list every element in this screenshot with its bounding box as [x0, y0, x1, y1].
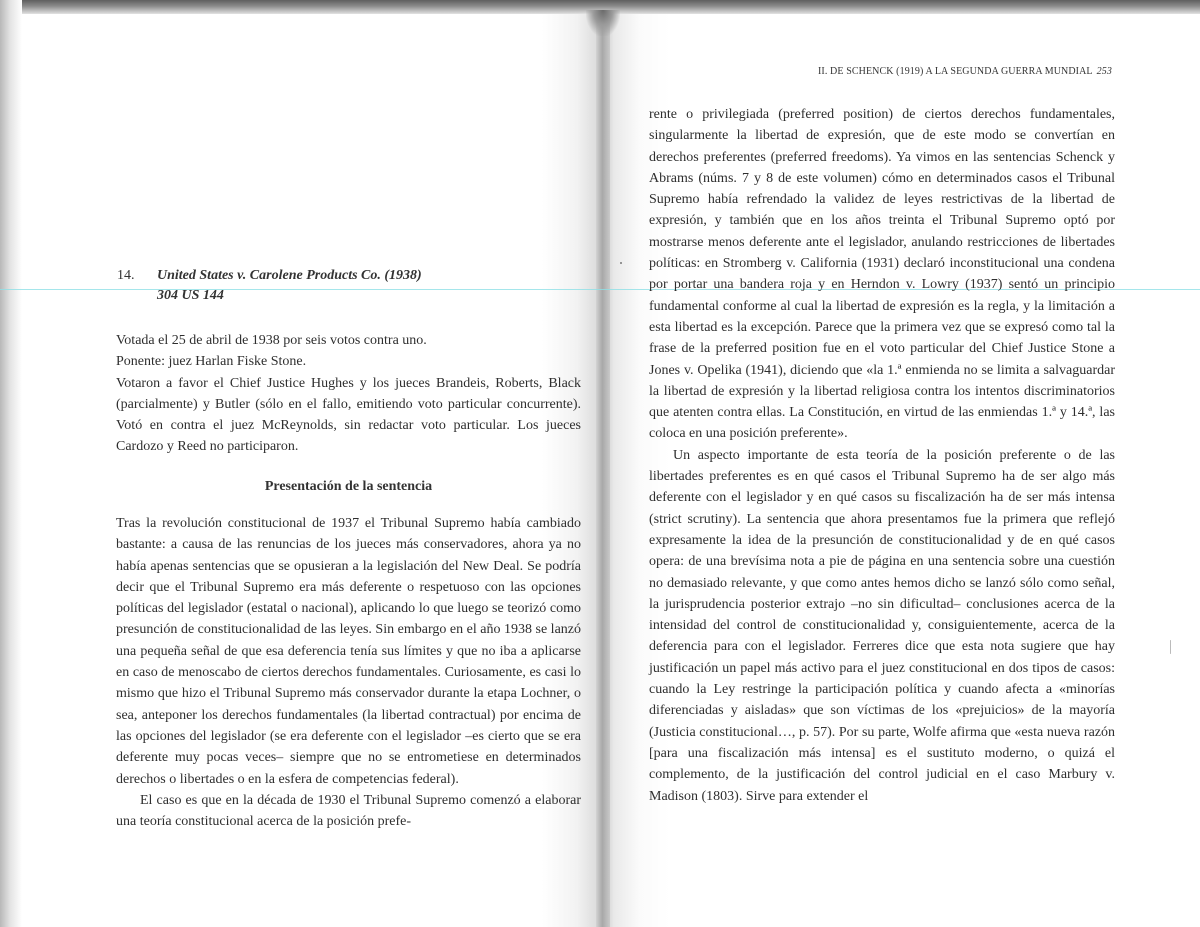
- scan-left-edge: [0, 0, 22, 927]
- vote-author: Ponente: juez Harlan Fiske Stone.: [116, 354, 307, 370]
- case-title: United States v. Carolene Products Co. (1938): [157, 268, 422, 283]
- book-gutter-shadow: [586, 10, 620, 36]
- paragraph: Tras la revolución constitucional de 1937 el Tribunal Supremo había cambiado bastante: a causa de las renuncias de los jueces más conservadores, ahora ya no había apenas sentencias que se opusieran a la legislación del New Deal. Se podría decir que el Tribunal Supremo era más deferente o respetuoso con las opciones políticas del legislador (estatal o nacional), aplicando lo que luego se teorizó como presunción de constitucionalidad de las leyes. Sin embargo en el año 1938 se lanzó una pequeña señal de que esa deferencia tenía sus límites y que no iba a aplicarse en caso de menoscabo de ciertos derechos fundamentales. Curiosamente, es casi lo mismo que hizo el Tribunal Supremo más conservador durante la etapa Lochner, o sea, anteponer los derechos fundamentales (la libertad contractual) por encima de las opciones del legislador (se era deferente con el legislador –es cierto que se era deferente muy pocas veces– siempre que no se entrometiese en determinados derechos o libertades o en la esfera de competencias federal).: [116, 516, 581, 787]
- page-number: 253: [1096, 66, 1112, 77]
- case-number: 14.: [117, 268, 135, 283]
- scan-speck: [1170, 640, 1171, 654]
- book-gutter: [596, 10, 610, 927]
- left-body-text: [116, 513, 581, 832]
- scan-speck: [620, 262, 622, 264]
- vote-metadata: [116, 330, 581, 458]
- vote-breakdown: Votaron a favor el Chief Justice Hughes y los jueces Brandeis, Roberts, Black (parcialmente) y Butler (sólo en el fallo, emitiendo voto particular concurrente). Votó en contra el juez McReynolds, sin redactar voto particular. Los jueces Cardozo y Reed no participaron.: [116, 375, 581, 455]
- vote-date: Votada el 25 de abril de 1938 por seis votos contra uno.: [116, 333, 427, 348]
- case-heading: [117, 266, 577, 306]
- running-header-text: II. DE SCHENCK (1919) A LA SEGUNDA GUERRA MUNDIAL: [818, 66, 1093, 77]
- paragraph: rente o privilegiada (preferred position) de ciertos derechos fundamentales, singularmente la libertad de expresión, que de este modo se convertían en derechos preferentes (preferred freedoms). Ya vimos en las sentencias Schenck y Abrams (núms. 7 y 8 de este volumen) cómo en determinados casos el Tribunal Supremo había refrendado la validez de leyes restrictivas de la libertad de expresión, y también que en los años treinta el Tribunal Supremo optó por mostrarse menos deferente ante el legislador, anulando restricciones de libertades políticas: en Stromberg v. California (1931) declaró inconstitucional una condena por portar una bandera roja y en Herndon v. Lowry (1937) sentó un principio fundamental conforme al cual la libertad de expresión es la regla, y la limitación a esta libertad es la excepción. Parece que la primera vez que se expresó como tal la frase de la preferred position fue en el voto particular del Chief Justice Stone a Jones v. Opelika (1941), diciendo que «la 1.ª enmienda no se limita a salvaguardar la libertad de expresión y la libertad religiosa contra los intentos discriminatorios que atenten contra ellas. La Constitución, en virtud de las enmiendas 1.ª y 14.ª, las coloca en una posición preferente».: [649, 107, 1115, 442]
- paragraph: El caso es que en la década de 1930 el Tribunal Supremo comenzó a elaborar una teoría constitucional acerca de la posición prefe-: [116, 792, 581, 830]
- case-citation: 304 US 144: [157, 288, 224, 303]
- running-header: [818, 66, 1183, 77]
- right-body-text: [649, 104, 1115, 807]
- section-title: Presentación de la sentencia: [264, 479, 433, 494]
- paragraph: Un aspecto importante de esta teoría de la posición preferente o de las libertades preferentes es en qué casos el Tribunal Supremo ha de ser algo más deferente con el legislador y en qué casos su fiscalización ha de ser más intensa (strict scrutiny). La sentencia que ahora presentamos fue la primera que reflejó expresamente la idea de la presunción de constitucionalidad y de en qué casos opera: de una brevísima nota a pie de página en una sentencia sobre una cuestión no demasiado relevante, y que como antes hemos dicho se lanzó sólo como señal, la jurisprudencia posterior extrajo –no sin dificultad– conclusiones acerca de la intensidad del control de constitucionalidad y, consiguientemente, acerca de la deferencia para con el legislador. Ferreres dice que esta nota sugiere que hay justificación un papel más activo para el juez constitucional en dos tipos de casos: cuando la Ley restringe la participación política y cuando afecta a «minorías diferenciadas y aisladas» que son víctimas de los «prejuicios» de la mayoría (Justicia constitucional…, p. 57). Por su parte, Wolfe afirma que «esta nueva razón [para una fiscalización más intensa] es el sustituto moderno, o quizá el complemento, de la justificación del control judicial en el caso Marbury v. Madison (1803). Sirve para extender el: [649, 447, 1115, 804]
